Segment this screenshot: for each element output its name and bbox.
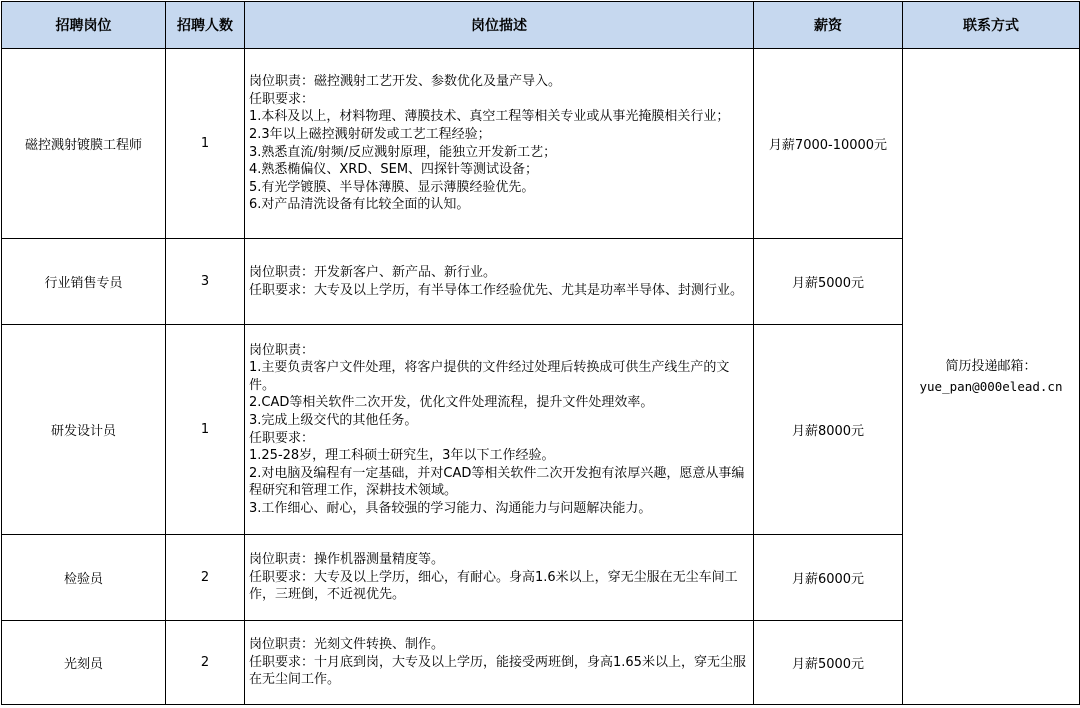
salary-cell: 月薪5000元 [754, 239, 903, 325]
header-salary: 薪资 [754, 2, 903, 49]
description-cell [245, 239, 754, 325]
description-line: 任职要求：大专及以上学历，细心，有耐心。身高1.6米以上，穿无尘服在无尘车间工作，三班倒，不近视优先。 [249, 569, 738, 603]
header-contact: 联系方式 [903, 2, 1080, 49]
header-description: 岗位描述 [245, 2, 754, 49]
recruitment-table [1, 1, 1080, 705]
description-line: 任职要求：十月底到岗，大专及以上学历，能接受两班倒，身高1.65米以上，穿无尘服在无尘间工作。 [249, 654, 746, 688]
description-line: 5.有光学镀膜、半导体薄膜、显示薄膜经验优先。 [249, 179, 535, 195]
count-cell: 2 [166, 535, 245, 621]
description-line: 任职要求： [249, 430, 315, 446]
salary-cell: 月薪5000元 [754, 621, 903, 705]
contact-email[interactable]: yue_pan@000elead.cn [919, 378, 1063, 394]
description-line: 岗位职责：开发新客户、新产品、新行业。 [249, 264, 497, 280]
description-line: 岗位职责：磁控溅射工艺开发、参数优化及量产导入。 [249, 74, 562, 90]
salary-cell: 月薪7000-10000元 [754, 49, 903, 239]
count-cell: 1 [166, 325, 245, 535]
position-cell: 磁控溅射镀膜工程师 [2, 49, 166, 239]
count-cell: 2 [166, 621, 245, 705]
description-line: 1.本科及以上，材料物理、薄膜技术、真空工程等相关专业或从事光掩膜相关行业； [249, 109, 730, 125]
position-cell: 研发设计员 [2, 325, 166, 535]
description-line: 2.3年以上磁控溅射研发或工艺工程经验； [249, 126, 491, 142]
header-position: 招聘岗位 [2, 2, 166, 49]
description-line: 2.对电脑及编程有一定基础，并对CAD等相关软件二次开发抱有浓厚兴趣，愿意从事编程研究和管理工作，深耕技术领域。 [249, 465, 745, 499]
contact-label: 简历投递邮箱： [945, 358, 1037, 374]
description-line: 任职要求： [249, 91, 315, 107]
salary-cell: 月薪8000元 [754, 325, 903, 535]
position-cell: 检验员 [2, 535, 166, 621]
description-line: 3.完成上级交代的其他任务。 [249, 412, 418, 428]
description-line: 2.CAD等相关软件二次开发，优化文件处理流程，提升文件处理效率。 [249, 395, 654, 411]
table-row [2, 49, 1080, 239]
header-count: 招聘人数 [166, 2, 245, 49]
description-line: 4.熟悉椭偏仪、XRD、SEM、四探针等测试设备； [249, 162, 539, 178]
description-line: 任职要求：大专及以上学历，有半导体工作经验优先、尤其是功率半导体、封测行业。 [249, 282, 744, 298]
count-cell: 3 [166, 239, 245, 325]
description-line: 岗位职责： [249, 342, 315, 358]
salary-cell: 月薪6000元 [754, 535, 903, 621]
count-cell: 1 [166, 49, 245, 239]
description-line: 岗位职责：操作机器测量精度等。 [249, 552, 445, 568]
position-cell: 光刻员 [2, 621, 166, 705]
description-cell [245, 621, 754, 705]
description-line: 6.对产品清洗设备有比较全面的认知。 [249, 197, 470, 213]
contact-cell [903, 49, 1080, 705]
description-line: 1.25-28岁，理工科硕士研究生，3年以下工作经验。 [249, 448, 555, 464]
position-cell: 行业销售专员 [2, 239, 166, 325]
description-cell [245, 535, 754, 621]
description-cell [245, 49, 754, 239]
description-cell [245, 325, 754, 535]
description-line: 1.主要负责客户文件处理，将客户提供的文件经过处理后转换成可供生产线生产的文件。 [249, 360, 730, 393]
description-line: 岗位职责：光刻文件转换、制作。 [249, 637, 445, 653]
description-line: 3.熟悉直流/射频/反应溅射原理，能独立开发新工艺； [249, 144, 557, 160]
header-row [2, 2, 1080, 49]
description-line: 3.工作细心、耐心，具备较强的学习能力、沟通能力与问题解决能力。 [249, 500, 652, 516]
